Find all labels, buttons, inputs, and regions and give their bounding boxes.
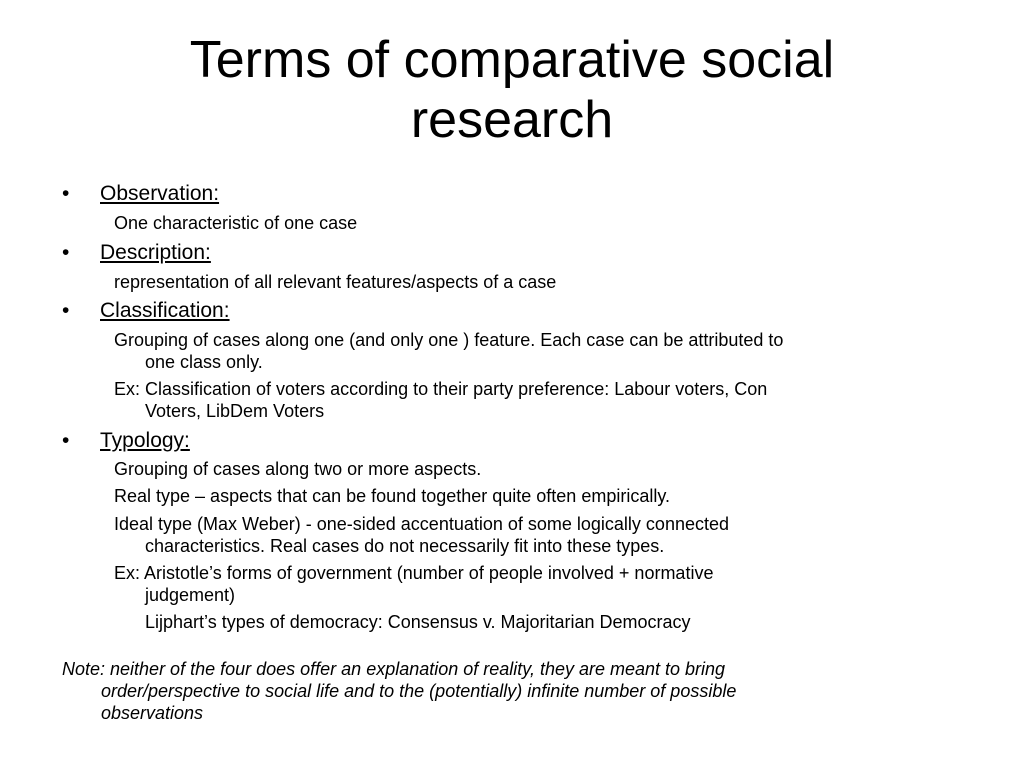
slide-title bbox=[60, 30, 964, 150]
description-heading: Description: bbox=[100, 241, 211, 264]
slide-title-line-2: research bbox=[410, 91, 614, 149]
description-text: representation of all relevant features/aspects of a case bbox=[114, 272, 557, 292]
typology-heading: Typology: bbox=[100, 429, 190, 452]
observation-heading: Observation: bbox=[100, 182, 220, 205]
note-line-1: Note: neither of the four does offer an explanation of reality, they are meant to bring bbox=[62, 659, 726, 679]
typology-ideal-type-cont: characteristics. Real cases do not necessarily fit into these types. bbox=[145, 536, 665, 556]
bullet-dot: • bbox=[62, 429, 70, 452]
note-line-3: observations bbox=[101, 703, 204, 723]
typology-real-type: Real type – aspects that can be found together quite often empirically. bbox=[114, 486, 671, 506]
classification-text-1: Grouping of cases along one (and only one ) feature. Each case can be attributed to bbox=[114, 330, 784, 350]
typology-ideal-type: Ideal type (Max Weber) - one-sided accentuation of some logically connected bbox=[114, 514, 729, 534]
typology-lijphart: Lijphart’s types of democracy: Consensus v. Majoritarian Democracy bbox=[145, 612, 691, 632]
classification-text-1-cont: one class only. bbox=[145, 352, 263, 372]
typology-example: Ex: Aristotle’s forms of government (number of people involved + normative bbox=[114, 563, 714, 583]
bullet-dot: • bbox=[62, 299, 70, 322]
classification-heading: Classification: bbox=[100, 299, 230, 322]
note-line-2: order/perspective to social life and to the (potentially) infinite number of possible bbox=[101, 681, 737, 701]
classification-example-cont: Voters, LibDem Voters bbox=[145, 401, 325, 421]
bullet-dot: • bbox=[62, 241, 70, 264]
typology-example-cont: judgement) bbox=[145, 585, 236, 605]
slide-title-line-1: Terms of comparative social bbox=[189, 31, 835, 89]
observation-text: One characteristic of one case bbox=[114, 213, 358, 233]
typology-text-1: Grouping of cases along two or more aspects. bbox=[114, 459, 482, 479]
classification-example: Ex: Classification of voters according to their party preference: Labour voters, Con bbox=[114, 379, 768, 399]
bullet-dot: • bbox=[62, 182, 70, 205]
